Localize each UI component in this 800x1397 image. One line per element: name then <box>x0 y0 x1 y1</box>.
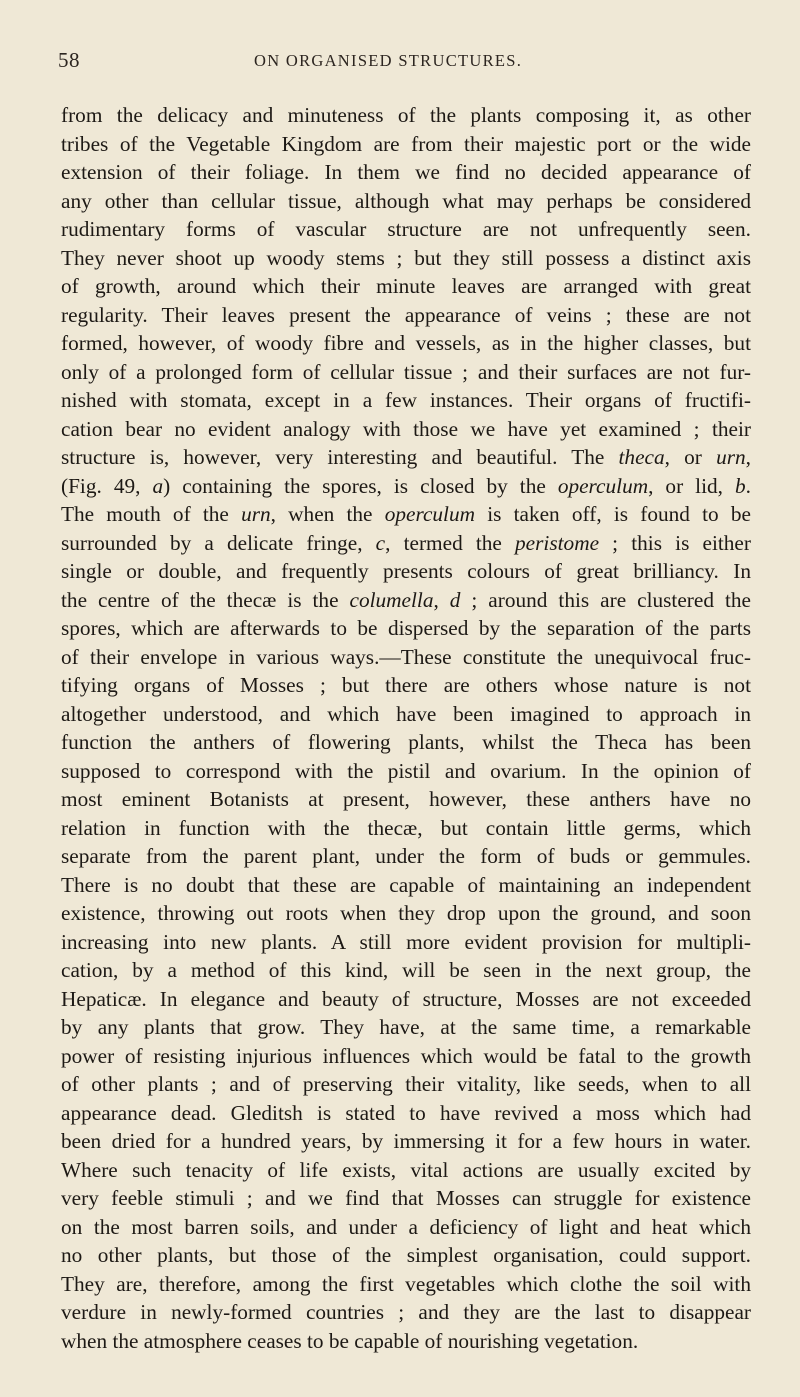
text-line: single or double, and frequently presents colours of great brilliancy. In <box>61 559 751 583</box>
text-line: relation in function with the thecæ, but contain little germs, which <box>61 815 751 840</box>
text-line: of their envelope in various ways.—These constitute the unequivocal fruc- <box>61 644 751 669</box>
text-line: verdure in newly-formed countries ; and they are the last to disappear <box>61 1300 751 1324</box>
text-line: of growth, around which their minute leaves are arranged with great <box>61 274 751 298</box>
text-line: spores, which are afterwards to be dispersed by the separation of the parts <box>61 616 751 640</box>
text-line: They are, therefore, among the first vegetables which clothe the soil with <box>61 1271 751 1296</box>
text-line: extension of their foliage. In them we find no decided appearance of <box>61 160 751 184</box>
body-text <box>61 101 751 1355</box>
text-line: rudimentary forms of vascular structure are not unfrequently seen. <box>61 217 751 241</box>
text-line: existence, throwing out roots when they drop upon the ground, and soon <box>61 901 751 925</box>
text-line: supposed to correspond with the pistil and ovarium. In the opinion of <box>61 758 751 783</box>
text-line: increasing into new plants. A still more evident provision for multipli- <box>61 929 751 954</box>
text-line: no other plants, but those of the simplest organisation, could support. <box>61 1243 751 1267</box>
text-line: any other than cellular tissue, although what may perhaps be considered <box>61 188 751 213</box>
text-line: There is no doubt that these are capable of maintaining an independent <box>61 872 751 897</box>
text-line: the centre of the thecæ is the columella, d ; around this are clustered the <box>61 587 751 612</box>
text-line: (Fig. 49, a) containing the spores, is closed by the operculum, or lid, b. <box>61 473 751 498</box>
text-line: formed, however, of woody fibre and vessels, as in the higher classes, but <box>61 331 751 355</box>
text-line: power of resisting injurious influences which would be fatal to the growth <box>61 1043 751 1068</box>
text-line: cation bear no evident analogy with those we have yet examined ; their <box>61 416 751 441</box>
text-line: tribes of the Vegetable Kingdom are from their majestic port or the wide <box>61 131 751 156</box>
text-line: most eminent Botanists at present, however, these anthers have no <box>61 787 751 811</box>
page-number: 58 <box>58 48 80 72</box>
text-line: function the anthers of flowering plants, whilst the Theca has been <box>61 730 751 754</box>
text-line: structure is, however, very interesting and beautiful. The theca, or urn, <box>61 445 751 469</box>
text-line: The mouth of the urn, when the operculum is taken off, is found to be <box>61 502 751 526</box>
text-line: by any plants that grow. They have, at the same time, a remarkable <box>61 1015 751 1039</box>
text-line: altogether understood, and which have been imagined to approach in <box>61 701 751 726</box>
running-head: ON ORGANISED STRUCTURES. <box>254 51 523 70</box>
text-line: surrounded by a delicate fringe, c, termed the peristome ; this is either <box>61 530 751 555</box>
text-line: when the atmosphere ceases to be capable of nourishing vegetation. <box>61 1328 639 1353</box>
text-line: only of a prolonged form of cellular tissue ; and their surfaces are not fur- <box>61 359 751 384</box>
text-line: cation, by a method of this kind, will be seen in the next group, the <box>61 958 751 982</box>
text-line: of other plants ; and of preserving their vitality, like seeds, when to all <box>61 1072 751 1096</box>
text-line: appearance dead. Gleditsh is stated to have revived a moss which had <box>61 1100 751 1125</box>
text-line: very feeble stimuli ; and we find that Mosses can struggle for existence <box>61 1186 751 1210</box>
text-line: been dried for a hundred years, by immersing it for a few hours in water. <box>61 1129 751 1153</box>
text-line: Hepaticæ. In elegance and beauty of structure, Mosses are not exceeded <box>61 986 751 1011</box>
text-line: Where such tenacity of life exists, vital actions are usually excited by <box>61 1157 751 1182</box>
text-line: on the most barren soils, and under a deficiency of light and heat which <box>61 1214 751 1239</box>
text-line: separate from the parent plant, under the form of buds or gemmules. <box>61 844 751 868</box>
text-line: regularity. Their leaves present the appearance of veins ; these are not <box>61 302 751 327</box>
page-header <box>0 48 800 78</box>
text-line: from the delicacy and minuteness of the plants composing it, as other <box>61 103 751 127</box>
text-line: tifying organs of Mosses ; but there are others whose nature is not <box>61 673 751 697</box>
text-line: nished with stomata, except in a few instances. Their organs of fructifi- <box>61 388 751 412</box>
text-line: They never shoot up woody stems ; but they still possess a distinct axis <box>61 245 751 270</box>
